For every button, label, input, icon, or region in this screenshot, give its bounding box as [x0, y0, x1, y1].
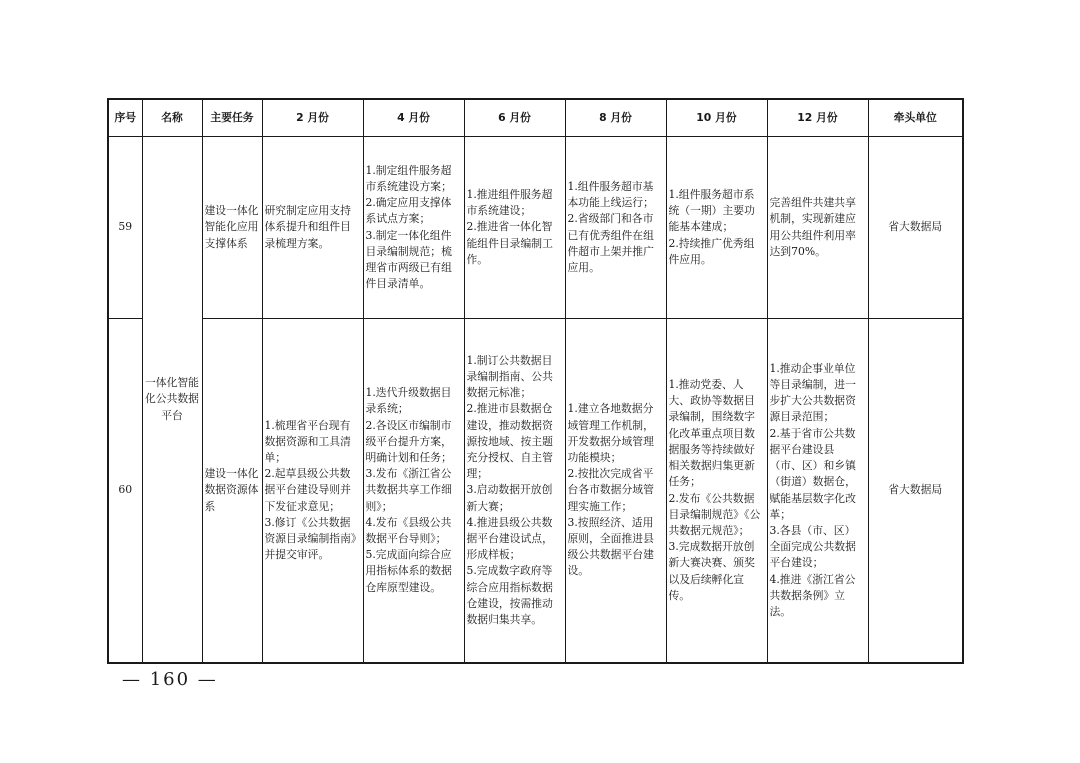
header-apr: 4 月份 — [363, 99, 464, 137]
row-oct — [666, 137, 767, 319]
shared-name-cell: 一体化智能化公共数据平台 — [142, 137, 202, 664]
header-seq: 序号 — [108, 99, 142, 137]
header-lead: 牵头单位 — [868, 99, 963, 137]
header-feb: 2 月份 — [262, 99, 363, 137]
row-dec-text: 完善组件共建共享机制，实现新建应用公共组件利用率达到70%。 — [769, 196, 856, 258]
row-dec-text: 1.推动企事业单位等目录编制，进一步扩大公共数据资源目录范围； 2.基于省市公共数据平台建设县（市、区）和乡镇（街道）数据仓，赋能基层数字化改革； 3.各县（市、区）全面完成公共数据平台建设； 4.推进《浙江省公共数据条例》立法。 — [769, 361, 856, 618]
row-oct — [666, 319, 767, 664]
row-jun — [464, 137, 565, 319]
row-aug-text: 1.建立各地数据分域管理工作机制，开发数据分域管理功能模块； 2.按批次完成省平台各市数据分域管理实施工作； 3.按照经济、适用原则，全面推进县级公共数据平台建设。 — [567, 402, 654, 578]
row-apr-text: 1.迭代升级数据目录系统； 2.各设区市编制市级平台提升方案，明确计划和任务； 3.发布《浙江省公共数据共享工作细则》； 4.发布《县级公共数据平台导则》； 5.完成面向综合应用指标体系的数据仓库原型建设。 — [365, 386, 452, 594]
row-feb — [262, 137, 363, 319]
row-task: 建设一体化智能化应用支撑体系 — [202, 137, 262, 319]
row-feb-text: 1.梳理省平台现有数据资源和工具清单； 2.起草县级公共数据平台建设导则并下发征求意见； 3.修订《公共数据资源目录编制指南》并提交审评。 — [264, 418, 357, 562]
row-aug — [565, 319, 666, 664]
row-feb — [262, 319, 363, 664]
row-oct-text: 1.组件服务超市系统（一期）主要功能基本建成； 2.持续推广优秀组件应用。 — [668, 187, 755, 266]
row-lead: 省大数据局 — [868, 319, 963, 664]
row-jun — [464, 319, 565, 664]
header-oct: 10 月份 — [666, 99, 767, 137]
row-apr — [363, 319, 464, 664]
table-header-row — [108, 99, 963, 137]
table-row — [108, 137, 963, 319]
row-oct-text: 1.推动党委、人大、政协等数据目录编制，围绕数字化改革重点项目数据服务等持续做好相关数据归集更新任务； 2.发布《公共数据目录编制规范》《公共数据元规范》； 3.完成数据开放创新大赛决赛、颁奖以及后续孵化宣传。 — [668, 378, 761, 602]
header-aug: 8 月份 — [565, 99, 666, 137]
row-seq: 59 — [108, 137, 142, 319]
row-dec — [767, 137, 868, 319]
row-dec — [767, 319, 868, 664]
row-jun-text: 1.推进组件服务超市系统建设； 2.推进省一体化智能组件目录编制工作。 — [466, 187, 553, 266]
row-seq: 60 — [108, 319, 142, 664]
row-aug — [565, 137, 666, 319]
header-jun: 6 月份 — [464, 99, 565, 137]
row-jun-text: 1.制订公共数据目录编制指南、公共数据元标准； 2.推进市县数据仓建设，推动数据资源按地域、按主题充分授权、自主管理； 3.启动数据开放创新大赛； 4.推进县级公共数据平台建设试点，形成样板； 5.完成数字政府等综合应用指标数据仓建设，按需推动数据归集共享。 — [466, 353, 553, 627]
table-row — [108, 319, 963, 664]
header-name: 名称 — [142, 99, 202, 137]
header-task: 主要任务 — [202, 99, 262, 137]
work-plan-table — [107, 98, 964, 664]
page-number: — 160 — — [122, 669, 218, 690]
header-dec: 12 月份 — [767, 99, 868, 137]
row-feb-text: 研究制定应用支持体系提升和组件目录梳理方案。 — [264, 204, 351, 250]
row-task: 建设一体化数据资源体系 — [202, 319, 262, 664]
row-lead: 省大数据局 — [868, 137, 963, 319]
row-aug-text: 1.组件服务超市基本功能上线运行； 2.省级部门和各市已有优秀组件在组件超市上架并推广应用。 — [567, 179, 654, 274]
row-apr-text: 1.制定组件服务超市系统建设方案； 2.确定应用支撑体系试点方案； 3.制定一体化组件目录编制规范；梳理省市两级已有组件目录清单。 — [365, 163, 452, 291]
row-apr — [363, 137, 464, 319]
